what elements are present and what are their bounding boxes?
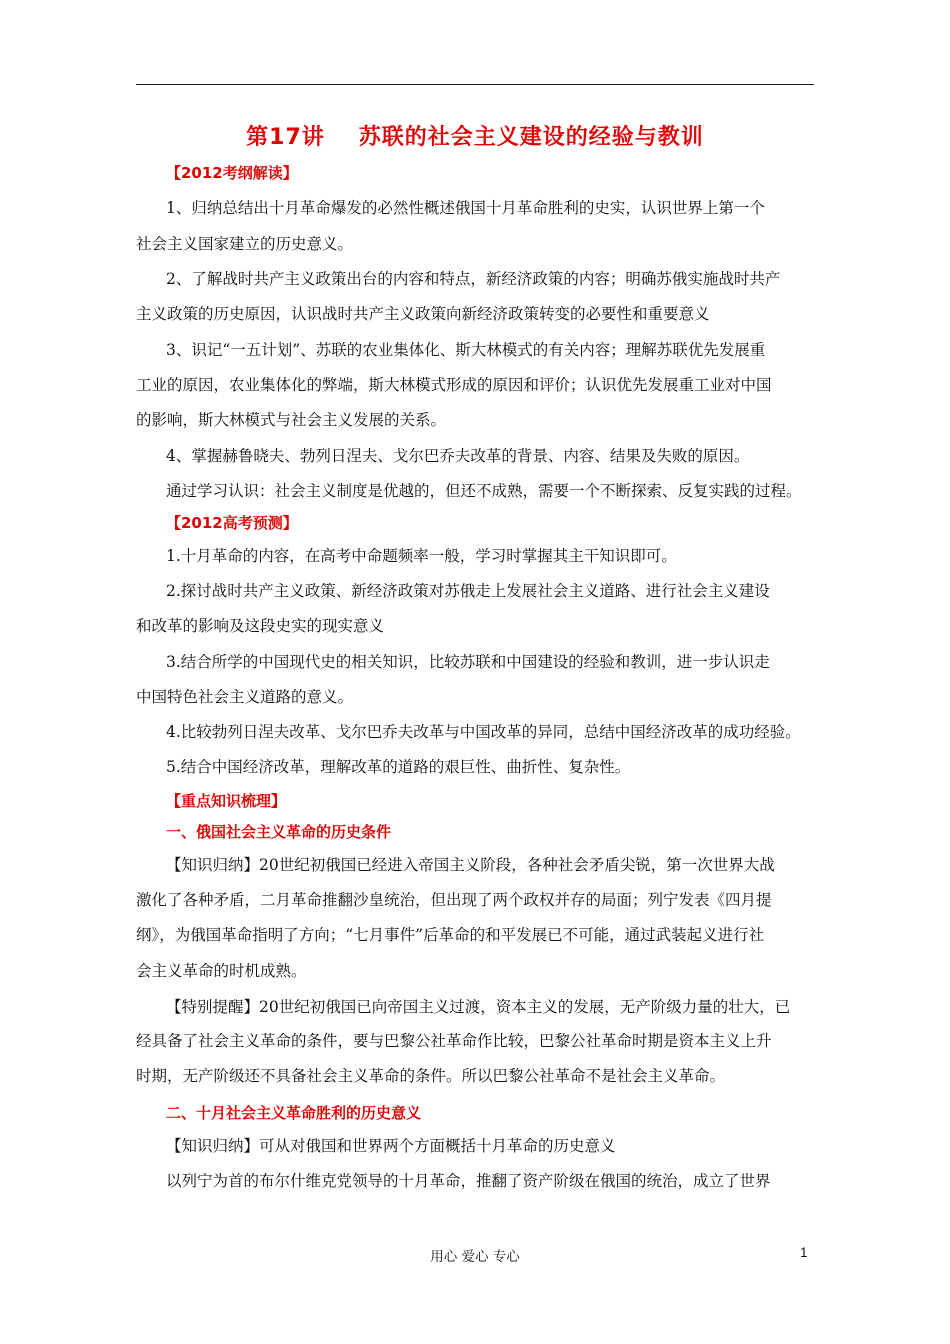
page-title	[136, 120, 814, 151]
section-heading: 一、俄国社会主义革命的历史条件	[166, 823, 392, 841]
paragraph-line: 主义政策的历史原因，认识战时共产主义政策向新经济政策转变的必要性和重要意义	[136, 305, 710, 323]
paragraph-line: 【特别提醒】20世纪初俄国已向帝国主义过渡，资本主义的发展，无产阶级力量的壮大，已	[166, 998, 791, 1016]
paragraph-line: 经具备了社会主义革命的条件，要与巴黎公社革命作比较，巴黎公社革命时期是资本主义上升	[136, 1032, 772, 1050]
paragraph-line: 以列宁为首的布尔什维克党领导的十月革命，推翻了资产阶级在俄国的统治，成立了世界	[166, 1172, 771, 1190]
paragraph-line: 【知识归纳】20世纪初俄国已经进入帝国主义阶段，各种社会矛盾尖锐，第一次世界大战	[166, 856, 775, 874]
section-heading: 二、十月社会主义革命胜利的历史意义	[166, 1104, 422, 1122]
section-heading: 【重点知识梳理】	[166, 792, 287, 810]
paragraph-line: 2.探讨战时共产主义政策、新经济政策对苏俄走上发展社会主义道路、进行社会主义建设	[166, 582, 770, 600]
paragraph-line: 4、掌握赫鲁晓夫、勃列日涅夫、戈尔巴乔夫改革的背景、内容、结果及失败的原因。	[166, 447, 750, 465]
page-number: 1	[800, 1245, 808, 1260]
paragraph-line: 纲》，为俄国革命指明了方向；“七月事件”后革命的和平发展已不可能，通过武装起义进行社	[136, 926, 765, 944]
paragraph-line: 中国特色社会主义道路的意义。	[136, 688, 354, 706]
paragraph-line: 时期，无产阶级还不具备社会主义革命的条件。所以巴黎公社革命不是社会主义革命。	[136, 1067, 726, 1085]
paragraph-line: 2、了解战时共产主义政策出台的内容和特点，新经济政策的内容；明确苏俄实施战时共产	[166, 270, 781, 288]
footer-text: 用心 爱心 专心	[430, 1249, 520, 1265]
paragraph-line: 工业的原因，农业集体化的弊端，斯大林模式形成的原因和评价；认识优先发展重工业对中国	[136, 376, 772, 394]
title-topic: 苏联的社会主义建设的经验与教训	[358, 125, 704, 150]
paragraph-line: 4.比较勃列日涅夫改革、戈尔巴乔夫改革与中国改革的异同，总结中国经济改革的成功经验。	[166, 723, 801, 741]
paragraph-line: 激化了各种矛盾，二月革命推翻沙皇统治，但出现了两个政权并存的局面；列宁发表《四月提	[136, 891, 772, 909]
paragraph-line: 1.十月革命的内容，在高考中命题频率一般，学习时掌握其主干知识即可。	[166, 547, 677, 565]
title-lecture: 第17讲	[246, 125, 325, 150]
paragraph-line: 会主义革命的时机成熟。	[136, 962, 307, 980]
paragraph-line: 5.结合中国经济改革，理解改革的道路的艰巨性、曲折性、复杂性。	[166, 758, 631, 776]
paragraph-line: 社会主义国家建立的历史意义。	[136, 235, 354, 253]
paragraph-line: 1、归纳总结出十月革命爆发的必然性概述俄国十月革命胜利的史实，认识世界上第一个	[166, 199, 765, 217]
paragraph-line: 【知识归纳】可从对俄国和世界两个方面概括十月革命的历史意义	[166, 1137, 616, 1155]
paragraph-line: 和改革的影响及这段史实的现实意义	[136, 617, 385, 635]
header-rule	[136, 84, 814, 85]
section-heading: 【2012考纲解读】	[166, 164, 298, 182]
paragraph-line: 3.结合所学的中国现代史的相关知识，比较苏联和中国建设的经验和教训，进一步认识走	[166, 653, 770, 671]
paragraph-line: 3、识记“一五计划”、苏联的农业集体化、斯大林模式的有关内容；理解苏联优先发展重	[166, 341, 766, 359]
section-heading: 【2012高考预测】	[166, 514, 298, 532]
paragraph-line: 的影响，斯大林模式与社会主义发展的关系。	[136, 411, 447, 429]
paragraph-line: 通过学习认识：社会主义制度是优越的，但还不成熟，需要一个不断探索、反复实践的过程。	[166, 482, 802, 500]
